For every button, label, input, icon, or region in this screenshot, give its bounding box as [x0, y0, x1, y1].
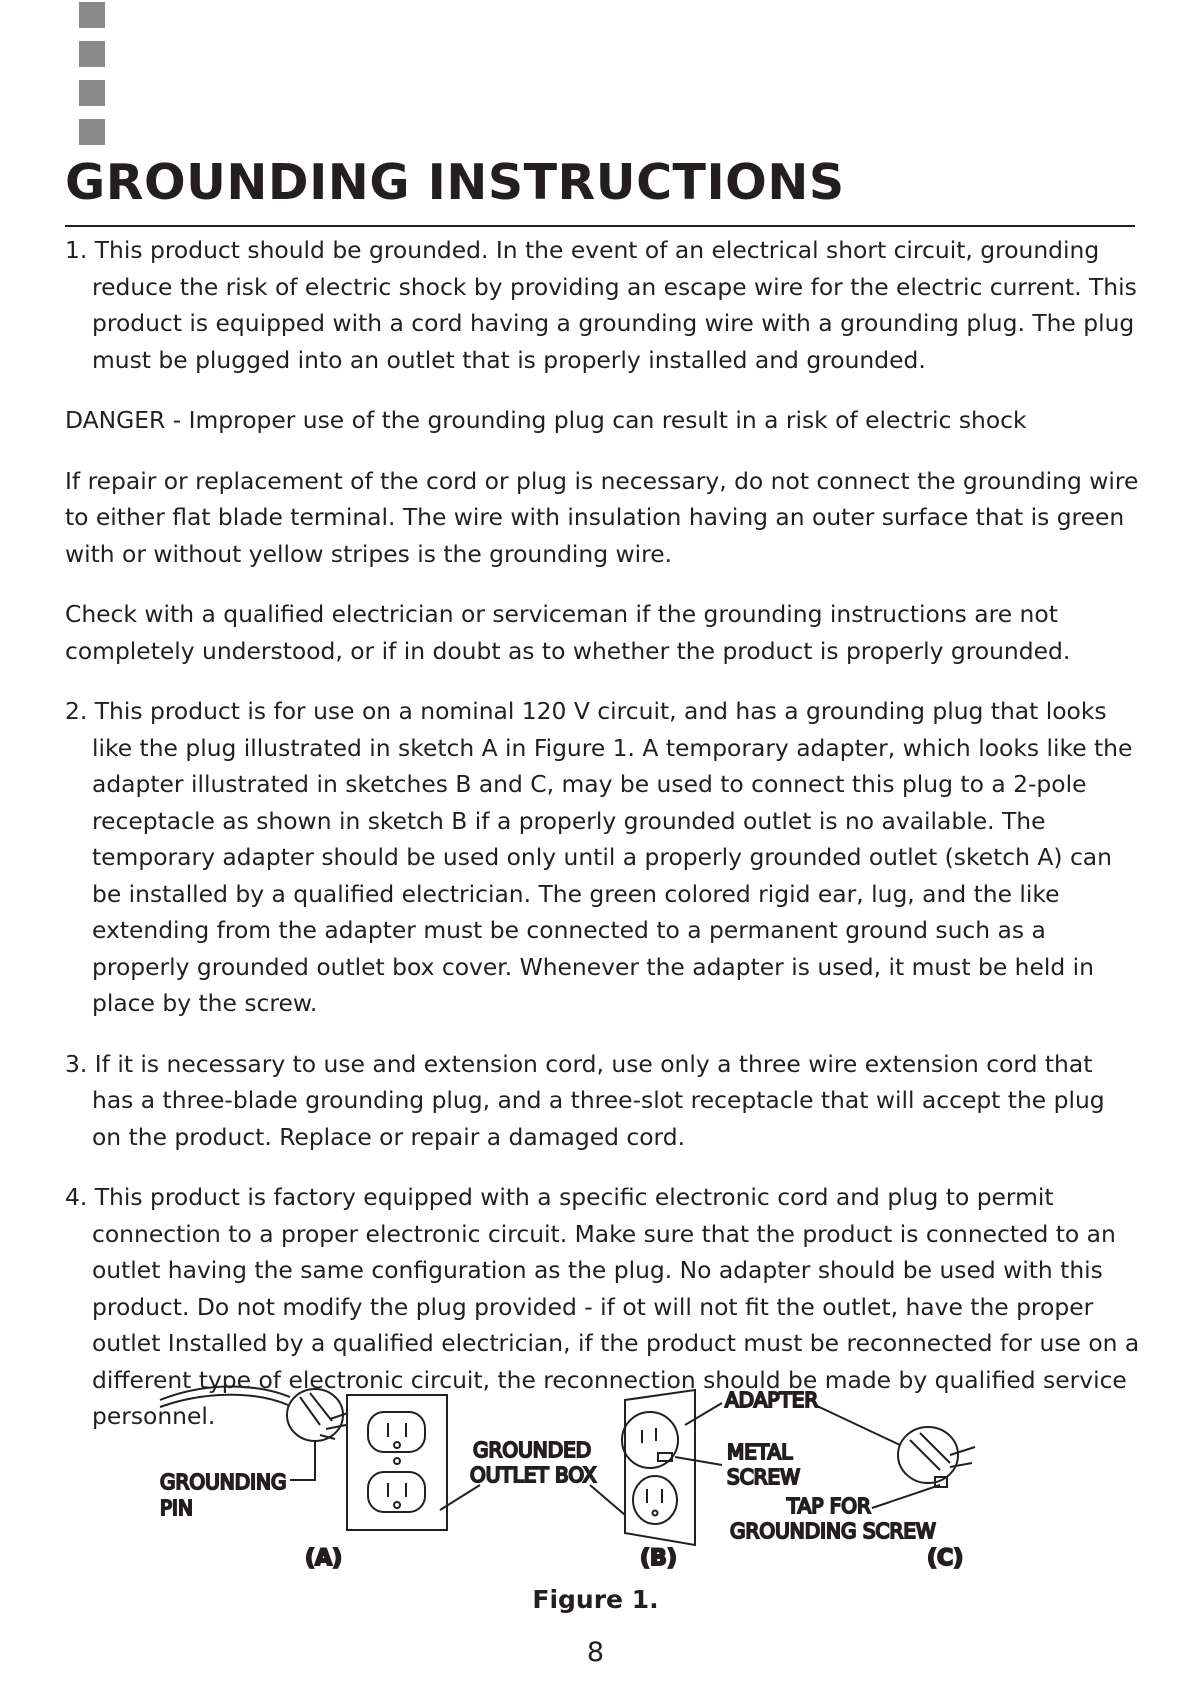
page-title: GROUNDING INSTRUCTIONS — [65, 154, 845, 211]
label-metal-screw-line1: METAL — [727, 1440, 793, 1464]
tab-marker — [79, 41, 105, 67]
page-number: 8 — [586, 1637, 605, 1668]
grounding-plug-drawing — [160, 1386, 348, 1480]
tab-marker — [79, 119, 105, 145]
label-tap-line2: GROUNDING SCREW — [730, 1519, 936, 1543]
sketch-b-label: (B) — [640, 1546, 677, 1571]
sketch-c-label: (C) — [927, 1546, 964, 1571]
check-electrician-paragraph: Check with a qualified electrician or serviceman if the grounding instructions are not completely understood, or if in doubt as to whether the product is properly grounded. — [65, 600, 1071, 665]
label-grounded-outlet-box-line2: OUTLET BOX — [470, 1463, 597, 1487]
title-underline — [65, 225, 1135, 227]
instruction-item-3: 3. If it is necessary to use and extension cord, use only a three wire extension cord that has a three-blade grounding plug, and a three-slot receptacle that will accept the plug on the product. Replace or repair a damaged cord. — [65, 1049, 1105, 1151]
instruction-item-1: 1. This product should be grounded. In the event of an electrical short circuit, grounding reduce the risk of electric shock by providing an escape wire for the electric current. This product is equipped with a cord having a grounding wire with a grounding plug. The plug must be plugged into an outlet that is properly installed and grounded. — [65, 236, 1137, 374]
figure-1 — [150, 1385, 1070, 1615]
section-tab-markers — [79, 0, 105, 158]
sketch-a-label: (A) — [305, 1546, 343, 1571]
label-tap-line1: TAP FOR — [787, 1494, 871, 1518]
grounding-figure-illustration — [150, 1385, 1070, 1615]
tab-marker — [79, 80, 105, 106]
figure-caption: Figure 1. — [532, 1585, 659, 1614]
instruction-item-4: 4. This product is factory equipped with a specific electronic cord and plug to permit connection to a proper electronic circuit. Make sure that the product is connected to an outlet having the same configuration as the plug. No adapter should be used with this product. Do not modify the plug provided - if ot will not fit the outlet, have the proper outlet Installed by a qualified electrician, if the product must be reconnected for use on a different type of electronic circuit, the reconnection should be made by qualified service personnel. — [65, 1183, 1140, 1430]
adapter-drawing — [898, 1427, 975, 1487]
instructions-body — [65, 232, 1140, 1459]
repair-paragraph: If repair or replacement of the cord or plug is necessary, do not connect the grounding wire to either flat blade terminal. The wire with insulation having an outer surface that is green with or without yellow stripes is the grounding wire. — [65, 466, 1139, 568]
adapter-in-outlet-drawing — [622, 1390, 695, 1545]
label-metal-screw-line2: SCREW — [727, 1465, 800, 1489]
danger-warning: DANGER - Improper use of the grounding plug can result in a risk of electric shock — [65, 406, 1027, 434]
label-grounding-pin-line1: GROUNDING — [160, 1470, 287, 1494]
tab-marker — [79, 2, 105, 28]
instruction-item-2: 2. This product is for use on a nominal 120 V circuit, and has a grounding plug that looks like the plug illustrated in sketch A in Figure 1. A temporary adapter, which looks like the adapter illustrated in sketches B and C, may be used to connect this plug to a 2-pole receptacle as shown in sketch B if a properly grounded outlet is no available. The temporary adapter should be used only until a properly grounded outlet (sketch A) can be installed by a qualified electrician. The green colored rigid ear, lug, and the like extending from the adapter must be connected to a permanent ground such as a properly grounded outlet box cover. Whenever the adapter is used, it must be held in place by the screw. — [65, 697, 1133, 1017]
grounded-outlet-drawing — [347, 1395, 447, 1530]
label-adapter: ADAPTER — [725, 1388, 819, 1412]
label-grounded-outlet-box-line1: GROUNDED — [473, 1438, 592, 1462]
label-grounding-pin-line2: PIN — [160, 1496, 193, 1520]
